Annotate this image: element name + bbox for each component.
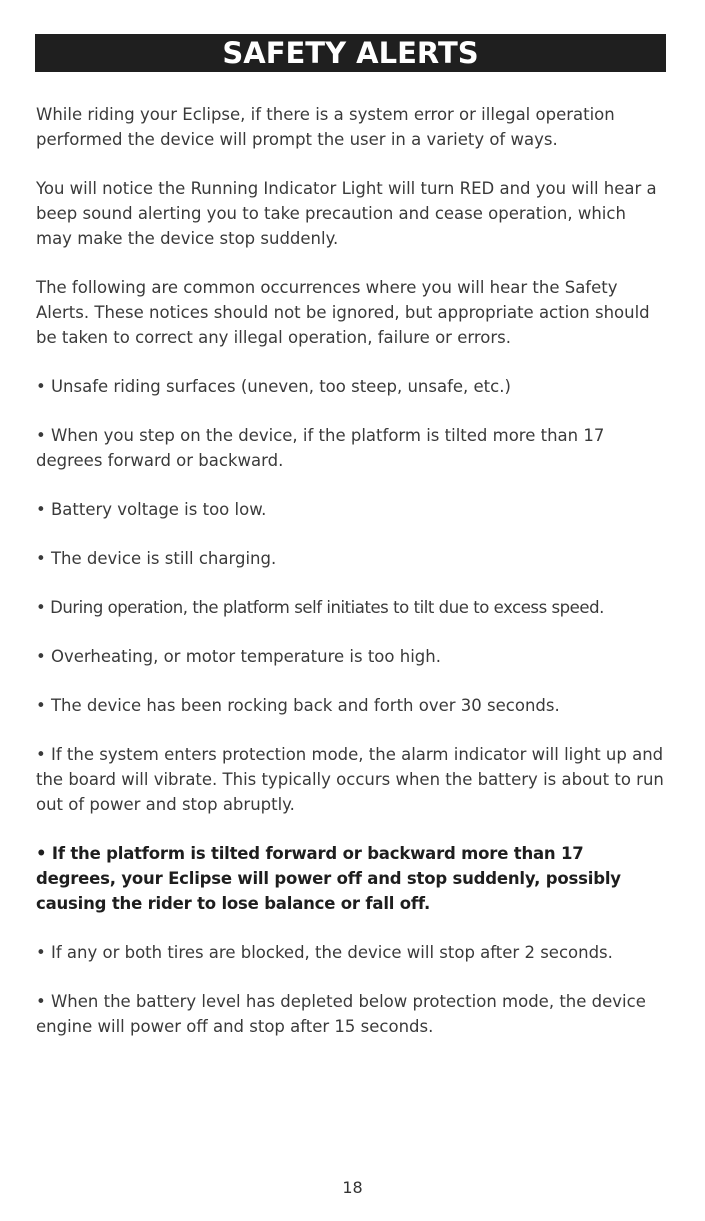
bullet-item: • The device has been rocking back and forth over 30 seconds. <box>36 696 560 715</box>
warning-bullet-item: • If the platform is tilted forward or backward more than 17 degrees, your Eclipse will power off and stop suddenly, possibly causing the rider to lose balance or fall off. <box>36 844 621 913</box>
bullet-item: • If any or both tires are blocked, the device will stop after 2 seconds. <box>36 943 613 962</box>
page-title: SAFETY ALERTS <box>222 36 479 70</box>
page-number: 18 <box>342 1178 363 1197</box>
bullet-item: • The device is still charging. <box>36 549 277 568</box>
bullet-item: • When the battery level has depleted below protection mode, the device engine will power off and stop after 15 seconds. <box>36 992 646 1036</box>
bullet-item: • Overheating, or motor temperature is too high. <box>36 647 441 666</box>
bullet-item: • During operation, the platform self initiates to tilt due to excess speed. <box>36 598 604 617</box>
intro-paragraph: While riding your Eclipse, if there is a system error or illegal operation performed the device will prompt the user in a variety of ways. <box>36 105 615 149</box>
document-body <box>36 102 666 1063</box>
bullet-item: • Unsafe riding surfaces (uneven, too steep, unsafe, etc.) <box>36 377 511 396</box>
section-header-bar <box>35 34 666 72</box>
bullet-item: • When you step on the device, if the platform is tilted more than 17 degrees forward or backward. <box>36 426 605 470</box>
occurrences-paragraph: The following are common occurrences where you will hear the Safety Alerts. These notices should not be ignored, but appropriate action should be taken to correct any illegal operation, failure or errors. <box>36 278 650 347</box>
bullet-item: • Battery voltage is too low. <box>36 500 267 519</box>
indicator-paragraph: You will notice the Running Indicator Light will turn RED and you will hear a beep sound alerting you to take precaution and cease operation, which may make the device stop suddenly. <box>36 179 657 248</box>
bullet-item: • If the system enters protection mode, the alarm indicator will light up and the board will vibrate. This typically occurs when the battery is about to run out of power and stop abruptly. <box>36 745 664 814</box>
